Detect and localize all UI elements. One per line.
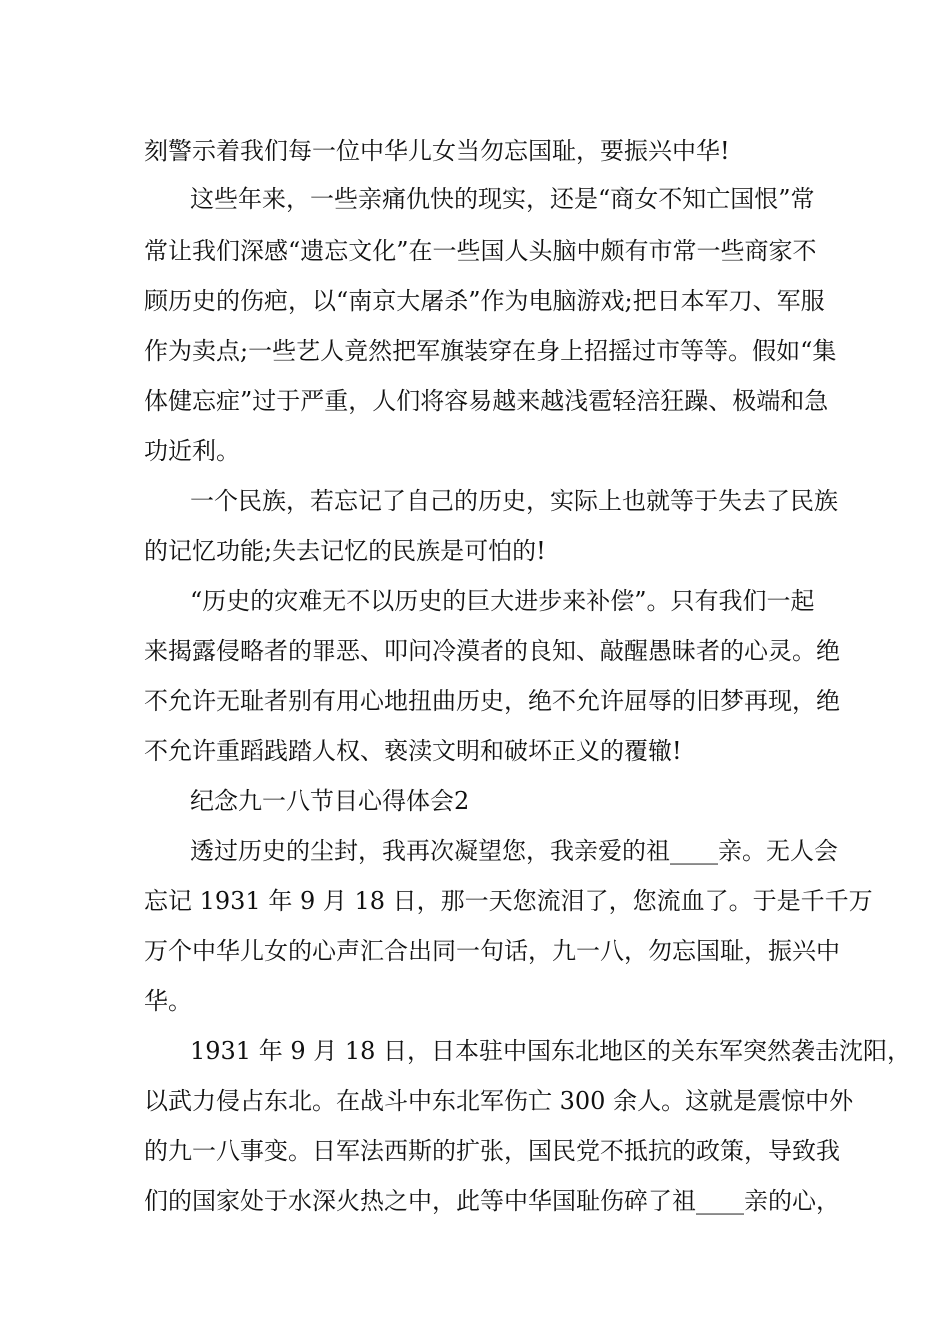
text-line: 功近利。 (144, 437, 240, 465)
text-line: 忘记 1931 年 9 月 18 日，那一天您流泪了，您流血了。于是千千万 (144, 887, 873, 915)
text-line: 顾历史的伤疤，以“南京大屠杀”作为电脑游戏;把日本军刀、军服 (144, 287, 825, 315)
text-line: 以武力侵占东北。在战斗中东北军伤亡 300 余人。这就是震惊中外 (144, 1087, 854, 1115)
text-line: 不允许无耻者别有用心地扭曲历史，绝不允许屈辱的旧梦再现，绝 (144, 687, 840, 715)
text-line: 透过历史的尘封，我再次凝望您，我亲爱的祖____亲。无人会 (190, 837, 838, 865)
text-line: 来揭露侵略者的罪恶、叩问冷漠者的良知、敲醒愚昧者的心灵。绝 (144, 637, 840, 665)
text-line: 一个民族，若忘记了自己的历史，实际上也就等于失去了民族 (190, 487, 838, 515)
text-line: 体健忘症”过于严重，人们将容易越来越浅雹轻涪狂躁、极端和急 (144, 387, 829, 415)
text-line: 这些年来，一些亲痛仇快的现实，还是“商女不知亡国恨”常 (190, 185, 815, 213)
text-line: 不允许重蹈践踏人权、亵渎文明和破坏正义的覆辙! (144, 737, 682, 765)
text-line: 刻警示着我们每一位中华儿女当勿忘国耻，要振兴中华! (144, 137, 730, 165)
text-line: 华。 (144, 987, 192, 1015)
text-line: 的记忆功能;失去记忆的民族是可怕的! (144, 537, 546, 565)
section-heading: 纪念九一八节目心得体会2 (190, 787, 470, 815)
text-line: 1931 年 9 月 18 日，日本驻中国东北地区的关东军突然袭击沈阳， (190, 1037, 912, 1065)
text-line: 们的国家处于水深火热之中，此等中华国耻伤碎了祖____亲的心， (144, 1187, 840, 1215)
text-line: 常让我们深感“遗忘文化”在一些国人头脑中颇有市常一些商家不 (144, 237, 817, 265)
text-line: “历史的灾难无不以历史的巨大进步来补偿”。只有我们一起 (190, 587, 815, 615)
text-line: 的九一八事变。日军法西斯的扩张，国民党不抵抗的政策，导致我 (144, 1137, 840, 1165)
text-line: 作为卖点;一些艺人竟然把军旗装穿在身上招摇过市等等。假如“集 (144, 337, 837, 365)
text-line: 万个中华儿女的心声汇合出同一句话，九一八，勿忘国耻，振兴中 (144, 937, 840, 965)
